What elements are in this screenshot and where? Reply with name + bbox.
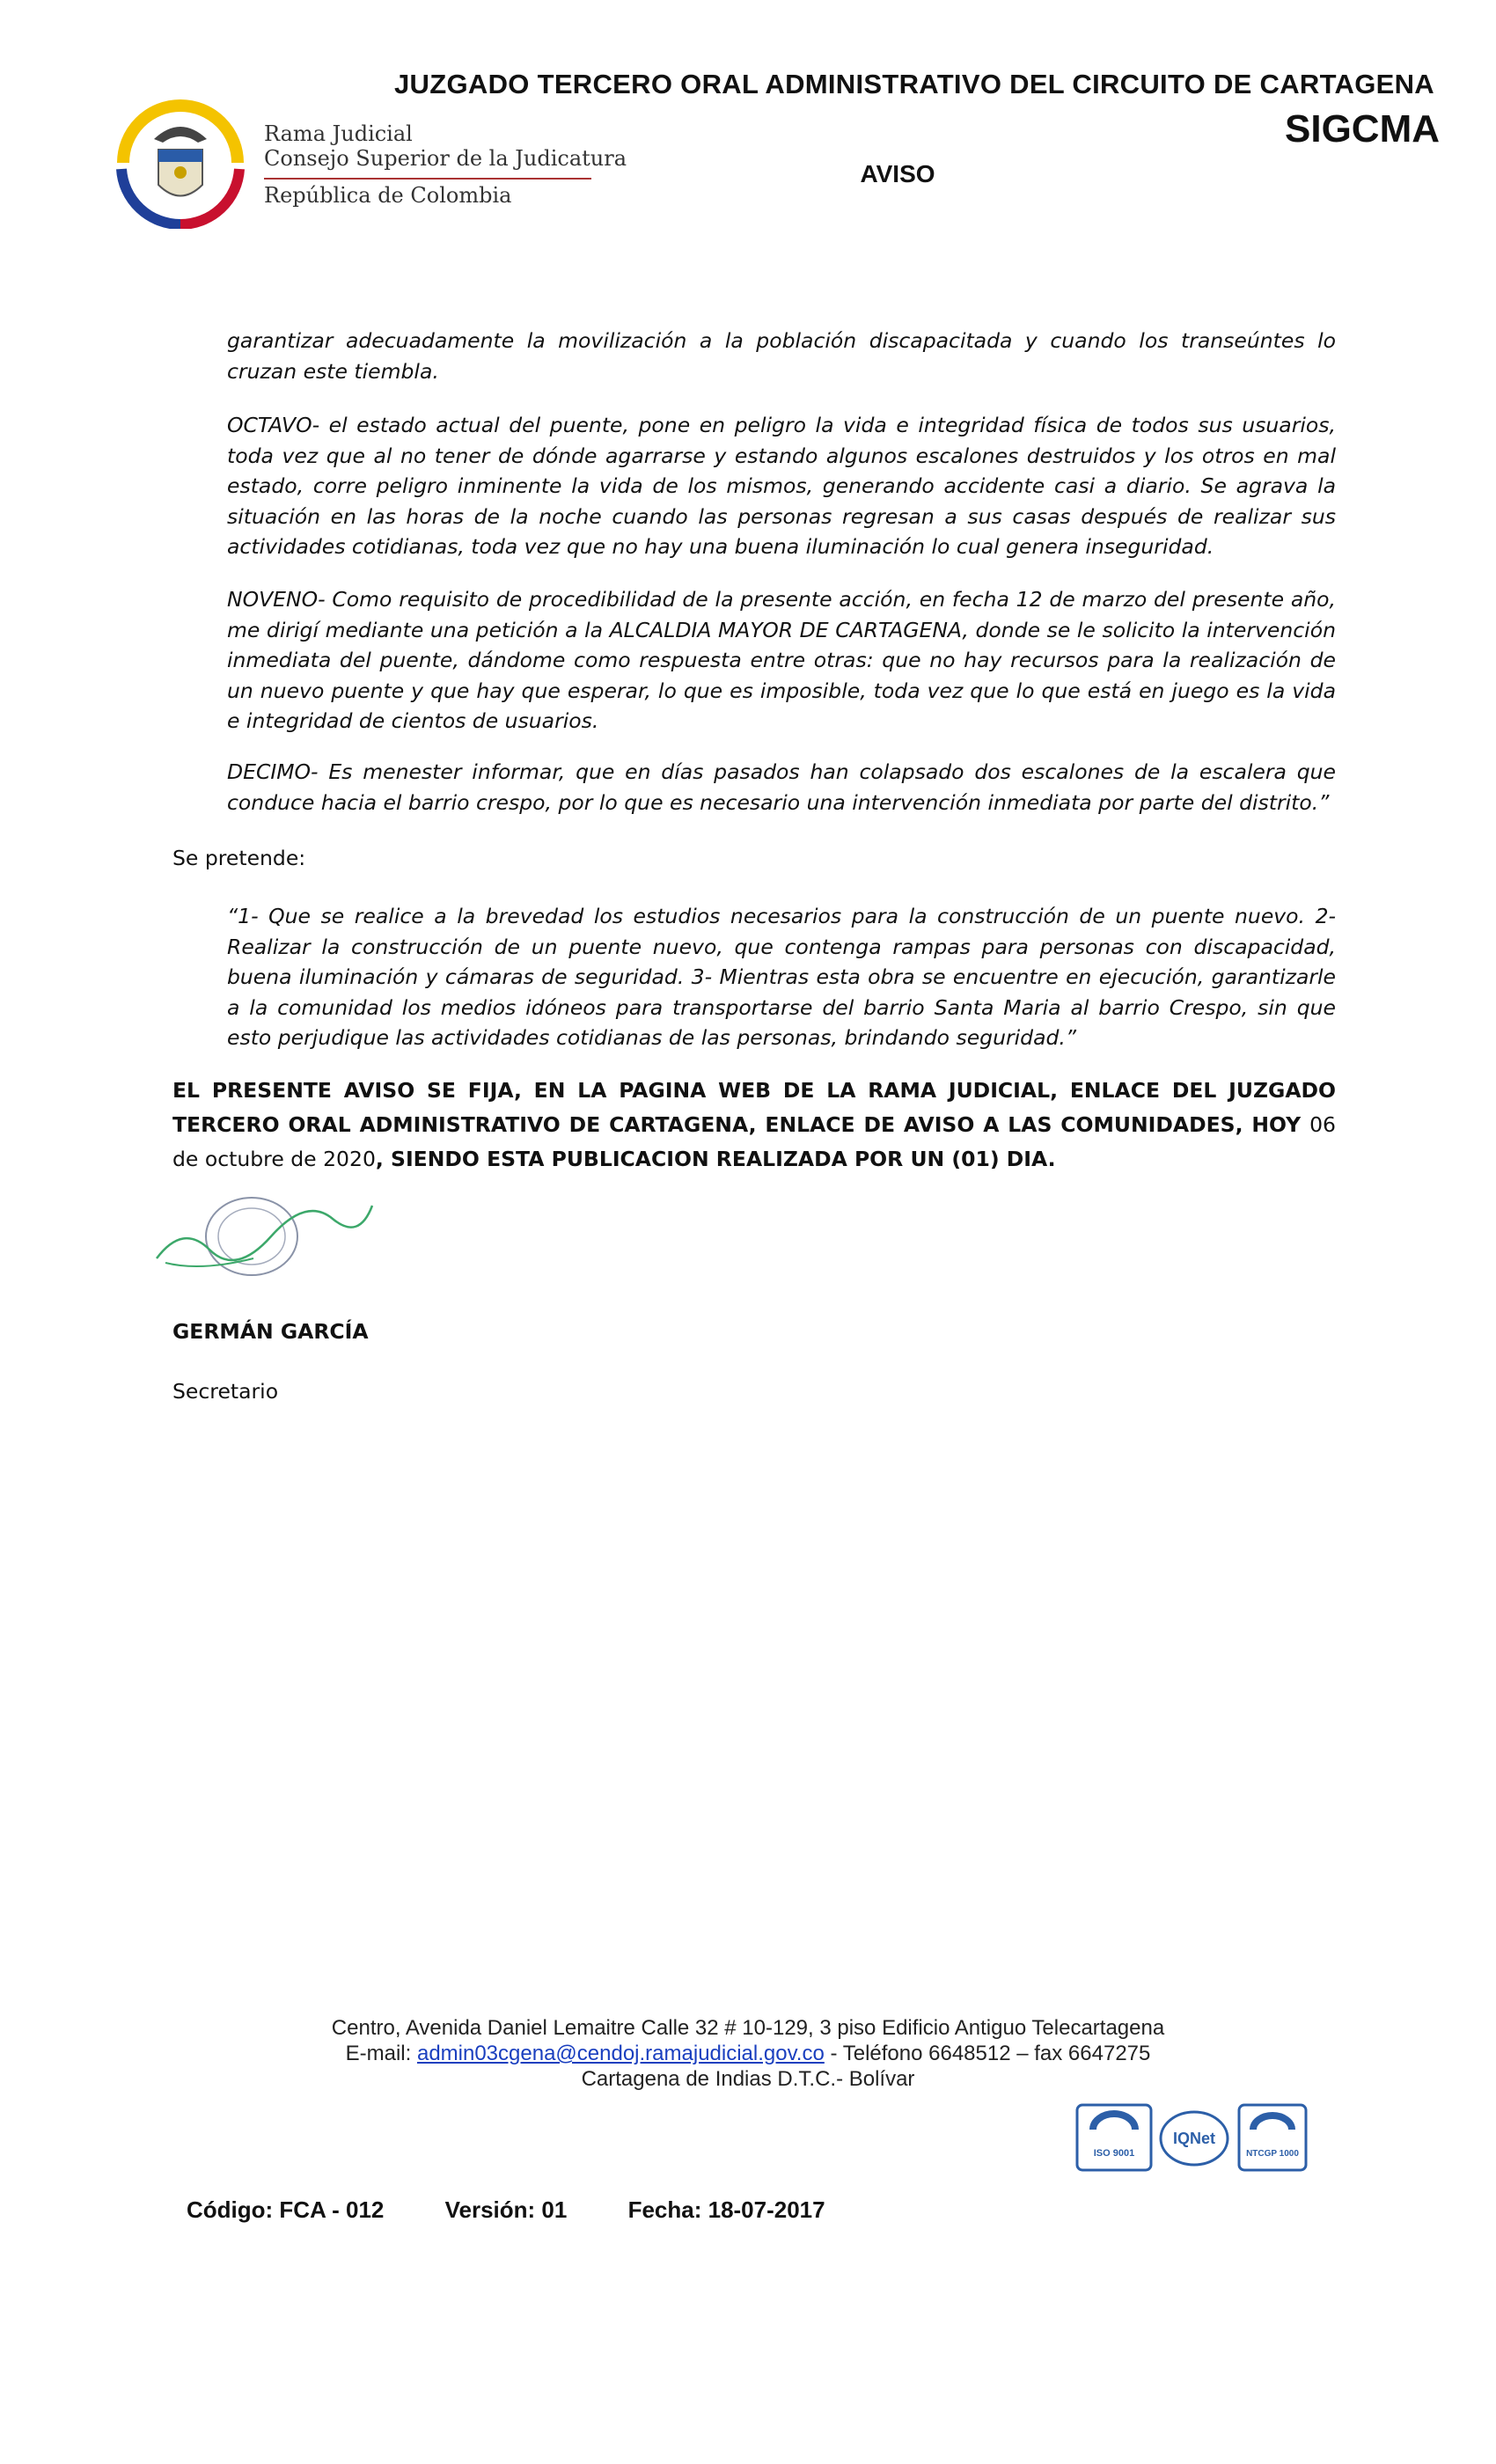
publication-notice bbox=[172, 1074, 1336, 1177]
signature-stamp bbox=[148, 1188, 377, 1285]
document-control-info bbox=[187, 2196, 880, 2224]
coat-of-arms-icon bbox=[106, 97, 255, 229]
cert-badges-graphic bbox=[1075, 2103, 1339, 2174]
notice-text-part2: , SIENDO ESTA PUBLICACION REALIZADA POR UN (01) DIA. bbox=[375, 1147, 1056, 1171]
system-label: SIGCMA bbox=[1285, 107, 1440, 150]
paragraph-decimo: DECIMO- Es menester informar, que en días pasados han colapsado dos escalones de la escalera que conduce hacia el barrio crespo, por lo que es necesario una intervención inmediata por parte del distrito.” bbox=[227, 759, 1336, 815]
signer-name: GERMÁN GARCÍA bbox=[172, 1319, 369, 1344]
certification-logos bbox=[1075, 2103, 1339, 2174]
se-pretende-label: Se pretende: bbox=[172, 846, 306, 870]
court-title: JUZGADO TERCERO ORAL ADMINISTRATIVO DEL CIRCUITO DE CARTAGENA bbox=[394, 69, 1434, 99]
doc-version: Versión: 01 bbox=[444, 2196, 568, 2223]
logo-line-republica: República de Colombia bbox=[264, 183, 512, 208]
document-type-title: AVISO bbox=[860, 160, 935, 187]
footer-contact bbox=[176, 2015, 1320, 2092]
email-prefix: E-mail: bbox=[345, 2042, 417, 2065]
signature-stamp-graphic bbox=[148, 1188, 377, 1285]
paragraph-continuation: garantizar adecuadamente la movilización a la población discapacitada y cuando los transeúntes lo cruzan este tiembla. bbox=[227, 328, 1336, 384]
doc-date: Fecha: 18-07-2017 bbox=[627, 2196, 825, 2223]
paragraph-octavo: OCTAVO- el estado actual del puente, pone en peligro la vida e integridad física de todos sus usuarios, toda vez que al no tener de dónde agarrarse y estando algunos escalones destruidos y los otros en mal estado, corre peligro inminente la vida de los mismos, generando accidente casi a diario. Se agrava la situación en las horas de la noche cuando las personas regresan a sus casas después de realizar sus actividades cotidianas, toda vez que no hay una buena iluminación lo cual genera inseguridad. bbox=[227, 413, 1336, 559]
cert-iqnet-label: IQNet bbox=[1172, 2130, 1216, 2147]
cert-ntcgp-label: NTCGP 1000 bbox=[1246, 2149, 1299, 2159]
paragraph-pretension: “1- Que se realice a la brevedad los estudios necesarios para la construcción de un puente nuevo. 2- Realizar la construcción de un puente nuevo, que contenga rampas para personas con discapacidad, buena iluminación y cámaras de seguridad. 3- Mientras esta obra se encuentre en ejecución, garantizarle a la comunidad los medios idóneos para transportarse del barrio Santa Maria al barrio Crespo, sin que esto perjudique las actividades cotidianas de las personas, brindando seguridad.” bbox=[227, 904, 1336, 1050]
cert-iso-label: ISO 9001 bbox=[1093, 2148, 1135, 2159]
doc-code: Código: FCA - 012 bbox=[187, 2196, 385, 2223]
logo-line-rama: Rama Judicial bbox=[264, 121, 413, 146]
footer-email-line bbox=[176, 2041, 1320, 2066]
notice-date: 06 de octubre de 2020 bbox=[172, 1112, 1336, 1171]
footer-city: Cartagena de Indias D.T.C.- Bolívar bbox=[581, 2067, 915, 2091]
logo-divider bbox=[264, 178, 591, 180]
notice-text-part1: EL PRESENTE AVISO SE FIJA, EN LA PAGINA WEB DE LA RAMA JUDICIAL, ENLACE DEL JUZGADO TERCERO ORAL ADMINISTRATIVO DE CARTAGENA, ENLACE DE AVISO A LAS COMUNIDADES, HOY bbox=[172, 1078, 1336, 1137]
paragraph-noveno: NOVENO- Como requisito de procedibilidad de la presente acción, en fecha 12 de marzo del presente año, me dirigí mediante una petición a la ALCALDIA MAYOR DE CARTAGENA, donde se le solicito la intervención inmediata del puente, dándome como respuesta entre otras: que no hay recursos para la realización de un nuevo puente y que hay que esperar, lo que es imposible, toda vez que lo que está en juego es la vida e integridad de cientos de usuarios. bbox=[227, 587, 1336, 733]
rama-judicial-logo bbox=[106, 97, 627, 229]
signer-role: Secretario bbox=[172, 1379, 279, 1404]
email-link[interactable]: admin03cgena@cendoj.ramajudicial.gov.co bbox=[416, 2042, 825, 2065]
footer-address: Centro, Avenida Daniel Lemaitre Calle 32 # 10-129, 3 piso Edificio Antiguo Telecartagena bbox=[331, 2016, 1165, 2040]
logo-line-consejo: Consejo Superior de la Judicatura bbox=[264, 146, 627, 171]
footer-phone: - Teléfono 6648512 – fax 6647275 bbox=[824, 2042, 1151, 2065]
